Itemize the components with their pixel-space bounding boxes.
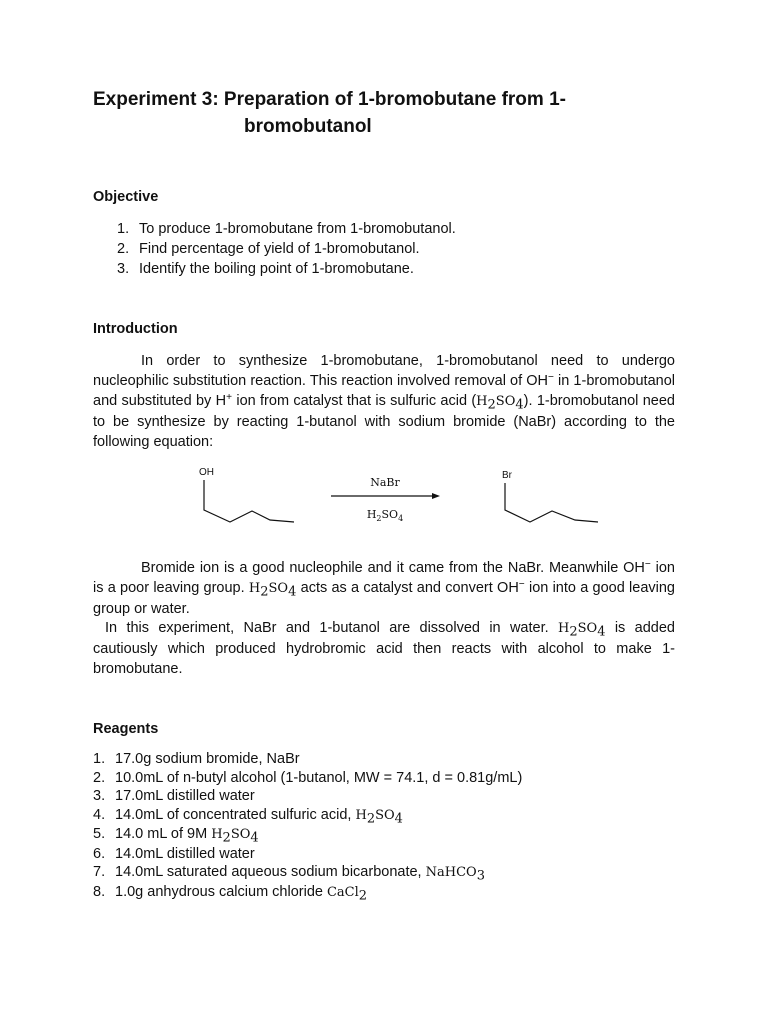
objective-list bbox=[117, 219, 456, 279]
text-run: 17.0mL distilled water bbox=[115, 788, 255, 804]
objective-heading: Objective bbox=[93, 189, 159, 205]
text-run: 14.0mL of concentrated sulfuric acid, bbox=[115, 806, 356, 823]
reactant-oh-label: OH bbox=[199, 467, 214, 478]
text-run: 10.0mL of n-butyl alcohol (1-butanol, MW = 74.1, d = 0.81g/mL) bbox=[115, 769, 523, 786]
introduction-paragraph-2 bbox=[93, 558, 675, 619]
reagents-heading: Reagents bbox=[93, 721, 159, 737]
reaction-arrow-head bbox=[432, 493, 440, 499]
text-run: NaHCO bbox=[425, 865, 477, 880]
objective-item-number: 3. bbox=[117, 261, 130, 277]
introduction-heading: Introduction bbox=[93, 321, 178, 337]
text-run: 4 bbox=[394, 810, 403, 826]
introduction-paragraph-1 bbox=[93, 351, 675, 452]
reagent-item-number: 7. bbox=[93, 864, 106, 880]
reagent-item-number: 1. bbox=[93, 751, 106, 767]
formula-run: 2 bbox=[376, 514, 382, 523]
reagent-item-number: 8. bbox=[93, 883, 106, 900]
reagent-item-number: 5. bbox=[93, 826, 106, 842]
document-title bbox=[93, 86, 693, 140]
objective-item-text: Find percentage of yield of 1-bromobutanol. bbox=[139, 241, 420, 257]
reagent-item-text bbox=[115, 825, 259, 845]
text-run: 4 bbox=[515, 397, 524, 413]
text-run: SO bbox=[375, 807, 395, 823]
text-run: 2 bbox=[358, 887, 368, 903]
reagent-item bbox=[93, 750, 522, 769]
reactant-structure bbox=[204, 480, 294, 522]
objective-item-text: Identify the boiling point of 1-bromobutane. bbox=[139, 261, 414, 277]
text-run: acts as a catalyst and convert OH bbox=[296, 580, 519, 596]
reagent-item bbox=[93, 863, 522, 883]
text-run: ion is a poor leaving group. bbox=[93, 560, 675, 596]
objective-item-number: 2. bbox=[117, 241, 130, 257]
reagent-item bbox=[93, 883, 522, 903]
reagents-list bbox=[93, 750, 522, 902]
text-run: − bbox=[518, 578, 525, 590]
text-run: − bbox=[547, 371, 554, 383]
formula-run: 4 bbox=[398, 514, 404, 523]
reagent-item-number: 6. bbox=[93, 845, 106, 862]
text-run: ion into a good leaving group or water. bbox=[93, 580, 675, 617]
text-run: SO bbox=[577, 621, 598, 636]
product-br-label: Br bbox=[502, 470, 512, 481]
objective-item bbox=[117, 259, 456, 279]
text-run: − bbox=[644, 558, 651, 570]
reagent-item-number: 2. bbox=[93, 769, 106, 786]
text-run: SO bbox=[230, 827, 251, 842]
reagent-item-text bbox=[115, 750, 300, 769]
text-run: 14.0mL distilled water bbox=[115, 845, 255, 862]
text-run: SO bbox=[268, 581, 289, 596]
reagent-item-text bbox=[115, 787, 255, 806]
text-run: 2 bbox=[222, 830, 231, 846]
text-run: In this experiment, NaBr and 1-butanol are dissolved in water. bbox=[105, 620, 558, 636]
text-run: 2 bbox=[366, 810, 376, 826]
text-run: 1.0g anhydrous calcium chloride bbox=[115, 883, 327, 900]
text-run: 2 bbox=[569, 624, 578, 640]
reagent-item-text bbox=[115, 845, 255, 864]
text-run: 4 bbox=[250, 830, 259, 846]
text-run: Bromide ion is a good nucleophile and it came from the NaBr. Meanwhile OH bbox=[141, 560, 645, 576]
reagent-item-number: 4. bbox=[93, 806, 106, 823]
text-run: in 1-bromobutanol and substituted by H bbox=[93, 373, 675, 409]
reagent-above-label: NaBr bbox=[370, 476, 400, 489]
text-run: 14.0 mL of 9M bbox=[115, 826, 212, 842]
reagent-item bbox=[93, 769, 522, 788]
introduction-paragraph-3 bbox=[93, 618, 675, 679]
text-run: 14.0mL saturated aqueous sodium bicarbonate, bbox=[115, 864, 426, 880]
formula-run: H bbox=[366, 508, 377, 521]
reagent-item bbox=[93, 806, 522, 826]
text-run: H bbox=[248, 581, 261, 596]
reagent-below-label bbox=[367, 508, 403, 523]
reagent-item bbox=[93, 787, 522, 806]
title-line-2: bromobutanol bbox=[244, 116, 372, 137]
text-run: CaCl bbox=[326, 884, 359, 900]
text-run: is added cautiously which produced hydrobromic acid then reacts with alcohol to make 1-bromobutane. bbox=[93, 620, 675, 677]
text-run: H bbox=[355, 807, 367, 823]
title-line-1: Experiment 3: Preparation of 1-bromobutane from 1- bbox=[93, 89, 566, 110]
text-run: SO bbox=[495, 394, 516, 409]
text-run: 4 bbox=[597, 624, 606, 640]
text-run: 2 bbox=[260, 584, 269, 600]
objective-item bbox=[117, 219, 456, 239]
text-run: H bbox=[558, 621, 570, 636]
text-run: 17.0g sodium bromide, NaBr bbox=[115, 751, 300, 767]
text-run: H bbox=[211, 827, 223, 842]
text-run: H bbox=[476, 394, 488, 409]
text-run: 4 bbox=[288, 584, 297, 600]
text-run: 2 bbox=[487, 397, 496, 413]
objective-item-number: 1. bbox=[117, 221, 130, 237]
reagent-item bbox=[93, 825, 522, 845]
formula-run: SO bbox=[381, 508, 399, 521]
reagent-item-text bbox=[115, 883, 367, 903]
reagent-item-text bbox=[115, 769, 522, 788]
objective-item-text: To produce 1-bromobutane from 1-bromobutanol. bbox=[139, 221, 456, 237]
product-structure bbox=[505, 483, 598, 522]
objective-item bbox=[117, 239, 456, 259]
reagent-item-text bbox=[115, 806, 403, 826]
text-run: 3 bbox=[476, 868, 485, 884]
text-run: In order to synthesize 1-bromobutane, 1-bromobutanol need to undergo nucleophilic substitution reaction. This reaction involved removal of OH bbox=[93, 353, 675, 389]
reagent-item-number: 3. bbox=[93, 788, 106, 804]
reaction-scheme bbox=[0, 460, 768, 540]
reagent-item-text bbox=[115, 863, 485, 883]
text-run: + bbox=[226, 391, 233, 403]
reagent-item bbox=[93, 845, 522, 864]
text-run: ion from catalyst that is sulfuric acid ( bbox=[232, 393, 477, 409]
text-run: ). 1-bromobutanol need to be synthesize by reacting 1-butanol with sodium bromide (NaBr) according to the following equation: bbox=[93, 393, 675, 450]
